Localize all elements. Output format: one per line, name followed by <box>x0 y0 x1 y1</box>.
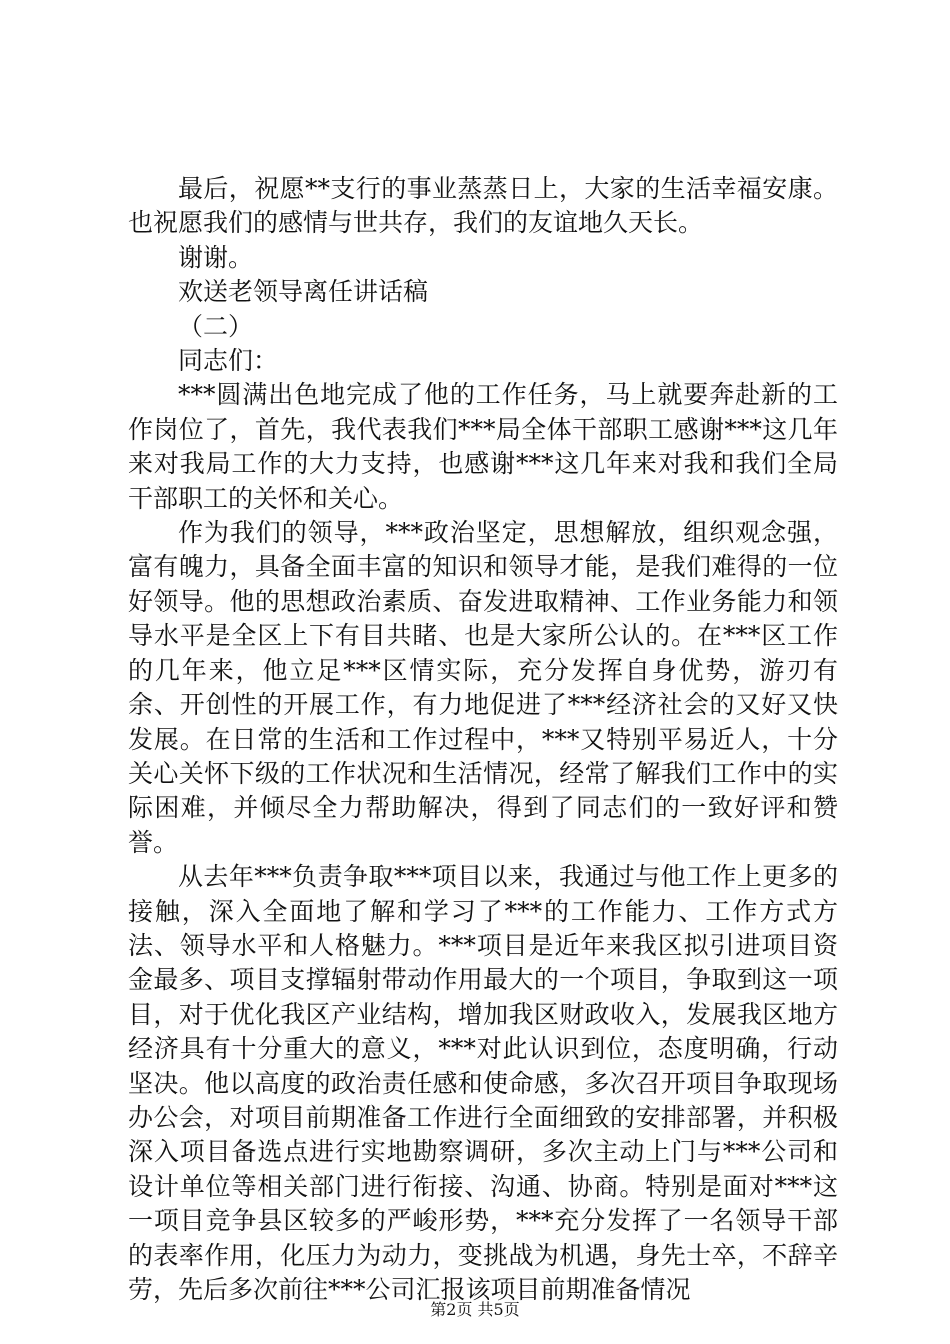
body-paragraph-3: 从去年***负责争取***项目以来，我通过与他工作上更多的接触，深入全面地了解和学习了***的工作能力、工作方式方法、领导水平和人格魅力。***项目是近年来我区拟引进项目资金最多、项目支撑辐射带动作用最大的一个项目，争取到这一项目，对于优化我区产业结构，增加我区财政收入，发展我区地方经济具有十分重大的意义，***对此认识到位，态度明确，行动坚决。他以高度的政治责任感和使命感，多次召开项目争取现场办公会，对项目前期准备工作进行全面细致的安排部署，并积极深入项目备选点进行实地勘察调研，多次主动上门与***公司和设计单位等相关部门进行衔接、沟通、协商。特别是面对***这一项目竞争县区较多的严峻形势，***充分发挥了一名领导干部的表率作用，化压力为动力，变挑战为机遇，身先士卒，不辞辛劳，先后多次前往***公司汇报该项目前期准备情况 <box>128 862 838 1304</box>
page-footer: 第2页 共5页 <box>430 1300 520 1319</box>
thanks-line: 谢谢。 <box>178 242 254 272</box>
section-number: （二） <box>178 311 254 341</box>
closing-paragraph: 最后，祝愿**支行的事业蒸蒸日上，大家的生活幸福安康。也祝愿我们的感情与世共存，我们的友谊地久天长。 <box>128 174 838 238</box>
body-paragraph-2: 作为我们的领导，***政治坚定，思想解放，组织观念强，富有魄力，具备全面丰富的知识和领导才能，是我们难得的一位好领导。他的思想政治素质、奋发进取精神、工作业务能力和领导水平是全区上下有目共睹、也是大家所公认的。在***区工作的几年来，他立足***区情实际，充分发挥自身优势，游刃有余、开创性的开展工作，有力地促进了***经济社会的又好又快发展。在日常的生活和工作过程中，***又特别平易近人，十分关心关怀下级的工作状况和生活情况，经常了解我们工作中的实际困难，并倾尽全力帮助解决，得到了同志们的一致好评和赞誉。 <box>128 518 838 857</box>
body-paragraph-1: ***圆满出色地完成了他的工作任务，马上就要奔赴新的工作岗位了，首先，我代表我们***局全体干部职工感谢***这几年来对我局工作的大力支持，也感谢***这几年来对我和我们全局干部职工的关怀和关心。 <box>128 380 838 513</box>
salutation: 同志们： <box>178 346 279 376</box>
document-body <box>128 172 838 1307</box>
speech-title: 欢送老领导离任讲话稿 <box>178 277 429 307</box>
